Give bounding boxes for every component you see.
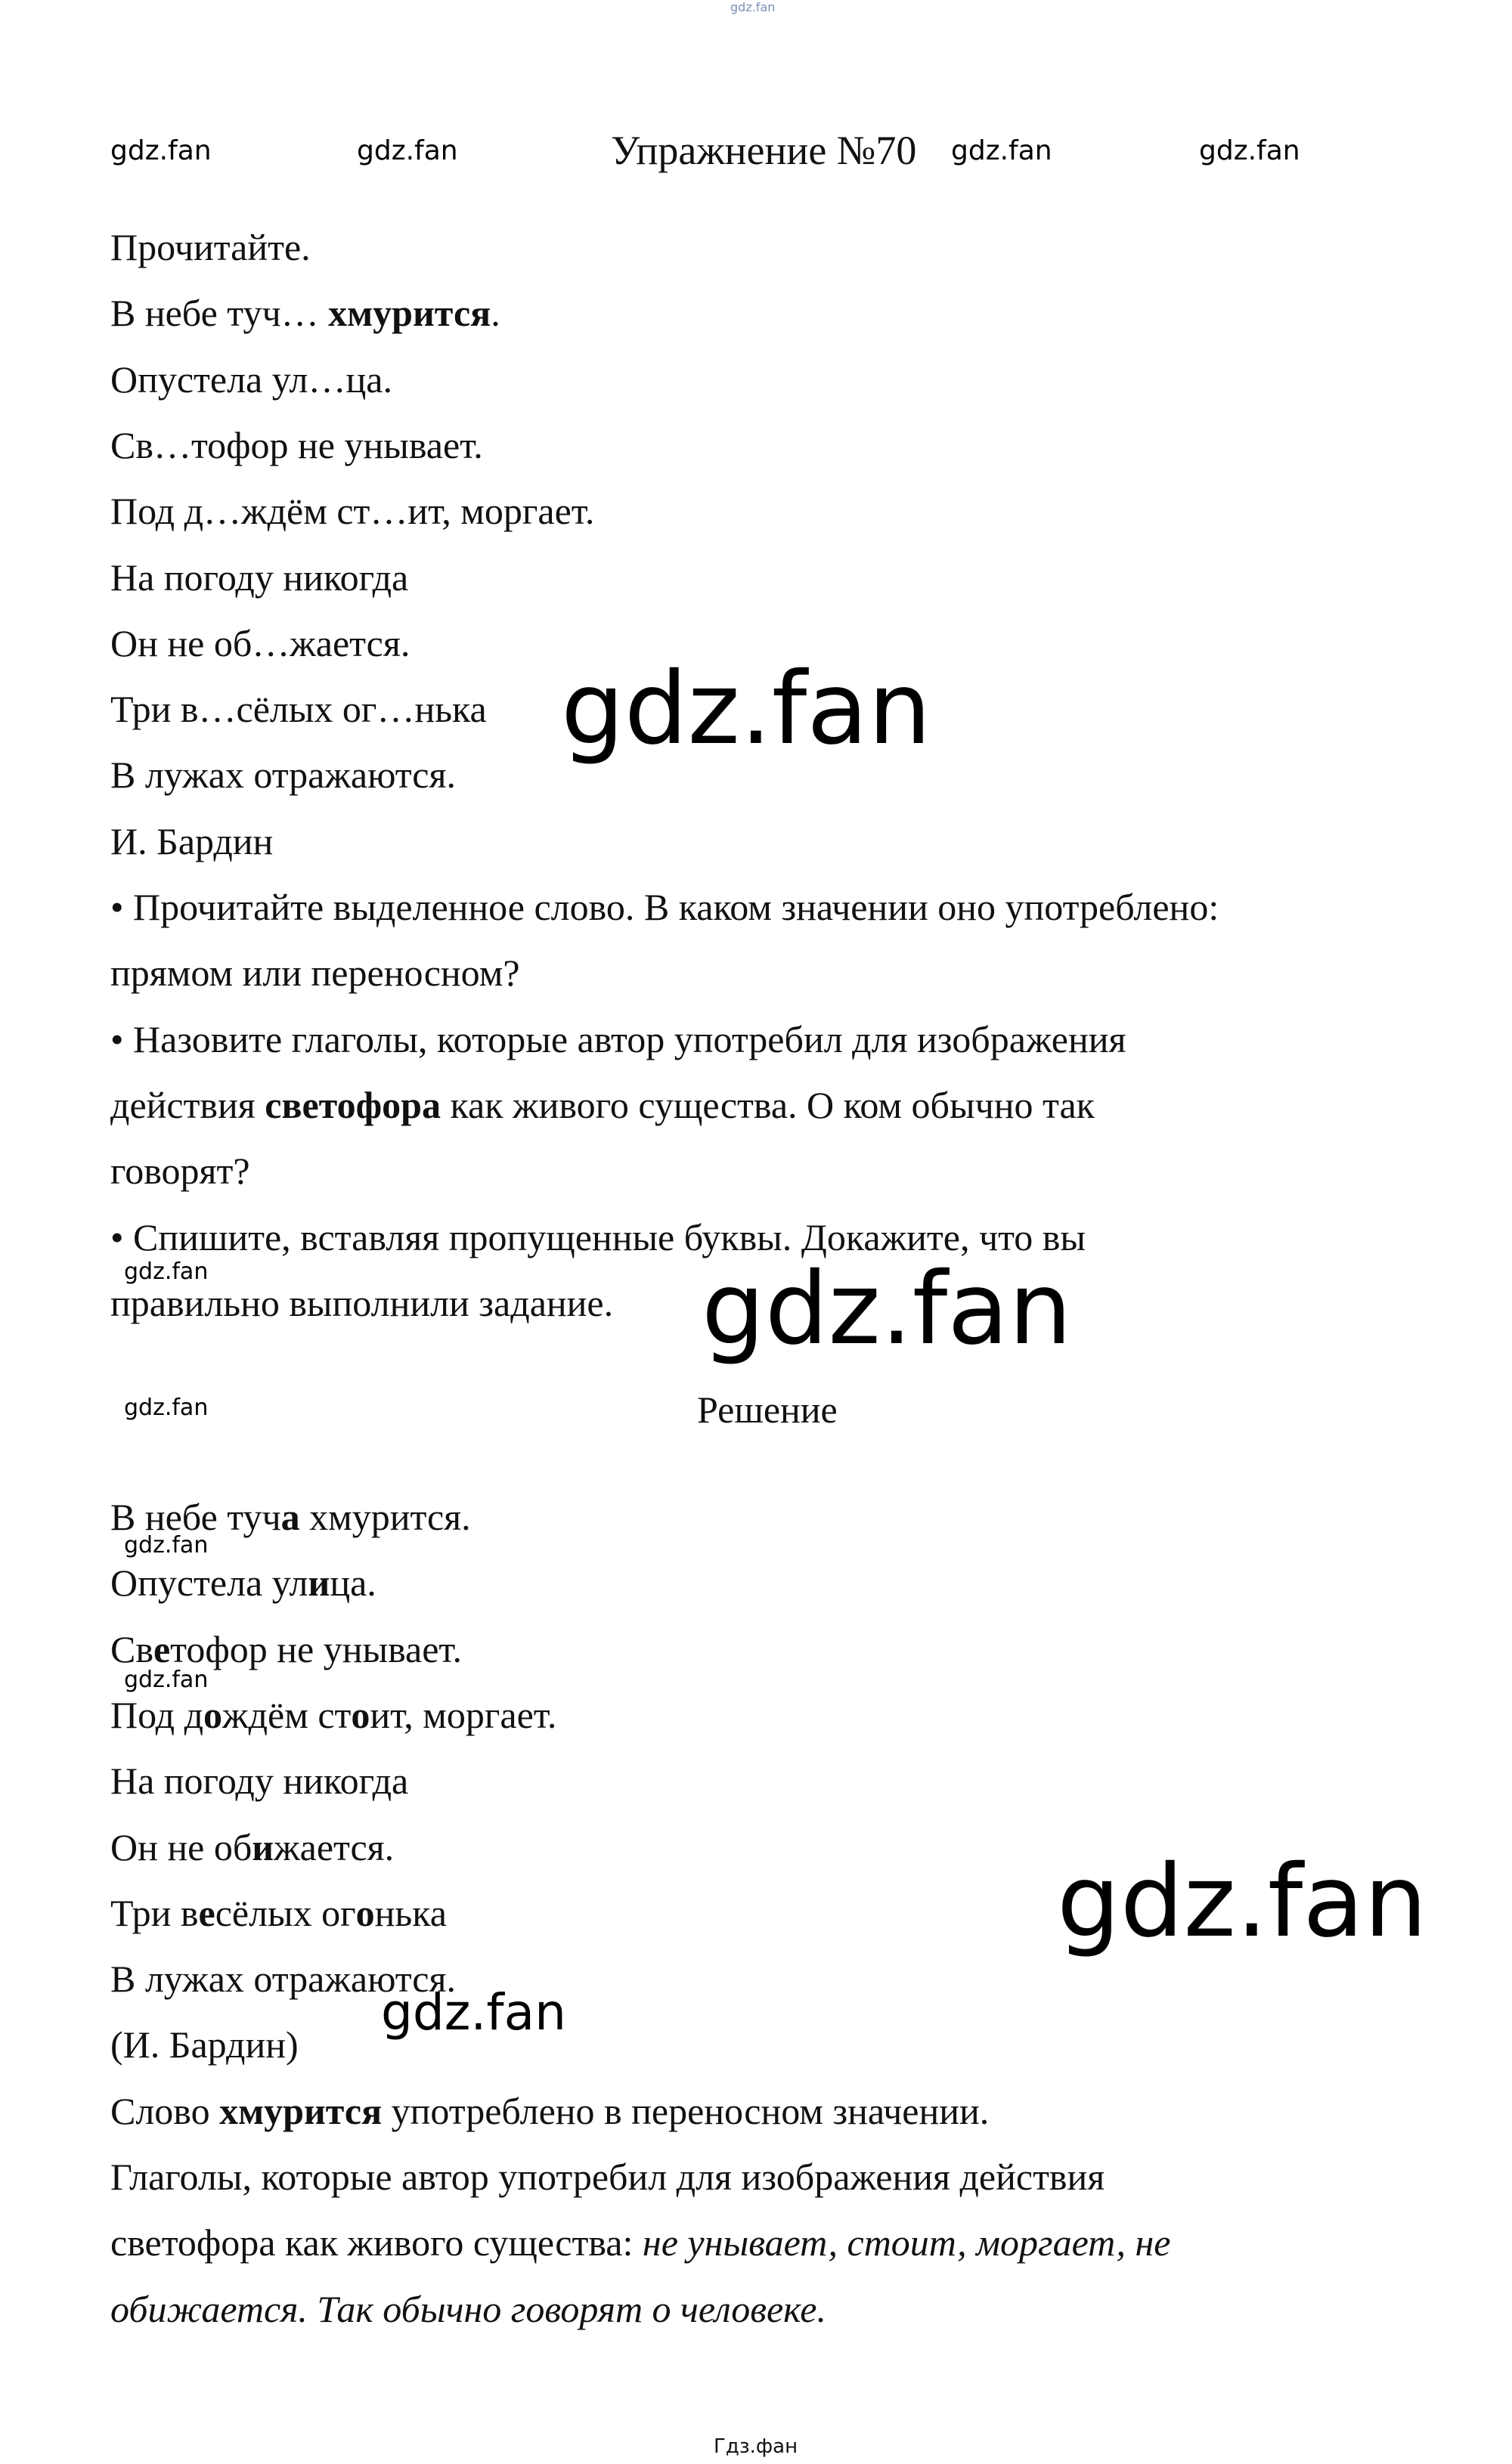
- solution-line: [110, 2089, 990, 2132]
- text-fragment: И. Бардин: [110, 819, 274, 862]
- text-fragment: • Прочитайте выделенное слово. В каком значении оно употреблено:: [110, 886, 1219, 928]
- text-fragment: Св: [110, 1627, 153, 1670]
- text-fragment: Прочитайте.: [110, 226, 311, 268]
- watermark-large-2: gdz.fan: [702, 1251, 1072, 1367]
- text-fragment: светофора как живого существа:: [110, 2221, 643, 2264]
- text-fragment: В лужах отражаются.: [110, 1958, 456, 2001]
- text-fragment: Три в…сёлых ог…нька: [110, 688, 487, 731]
- text-fragment: сёлых ог: [215, 1891, 356, 1934]
- bold-text: о: [203, 1693, 223, 1736]
- solution-title: Решение: [697, 1388, 838, 1431]
- solution-line: [110, 1693, 557, 1736]
- italic-text: обижается. Так обычно говорят о человеке.: [110, 2287, 826, 2330]
- solution-line: [110, 2158, 1105, 2196]
- text-fragment: В небе туч: [110, 1496, 281, 1538]
- text-fragment: прямом или переносном?: [110, 952, 520, 995]
- text-fragment: .: [491, 292, 500, 335]
- watermark-small-sol-2: gdz.fan: [124, 1667, 209, 1693]
- bold-text: и: [252, 1825, 274, 1868]
- text-fragment: Он не об: [110, 1825, 253, 1868]
- exercise-line: [110, 556, 409, 599]
- solution-line: [110, 1562, 376, 1605]
- text-fragment: хмурится.: [299, 1496, 471, 1538]
- text-fragment: Св…тофор не унывает.: [110, 423, 483, 466]
- solution-line: [110, 1498, 471, 1536]
- bold-text: о: [355, 1891, 375, 1934]
- text-fragment: действия: [110, 1083, 265, 1126]
- watermark-top-tiny: gdz.fan: [730, 0, 776, 14]
- bold-text: светофора: [265, 1083, 441, 1126]
- exercise-line: [110, 490, 595, 533]
- text-fragment: тофор не унывает.: [170, 1627, 462, 1670]
- exercise-line: [110, 1150, 250, 1193]
- text-fragment: ит, моргает.: [370, 1693, 557, 1736]
- text-fragment: В небе туч…: [110, 292, 329, 335]
- text-fragment: правильно выполнили задание.: [110, 1281, 614, 1324]
- solution-line: [110, 2023, 299, 2066]
- text-fragment: • Назовите глаголы, которые автор употребил для изображения: [110, 1017, 1126, 1060]
- bold-text: и: [308, 1562, 330, 1605]
- text-fragment: Под д…ждём ст…ит, моргает.: [110, 490, 595, 533]
- solution-line: [110, 2287, 826, 2330]
- exercise-line: [110, 688, 487, 731]
- exercise-line: [110, 1083, 1095, 1126]
- text-fragment: ца.: [330, 1562, 376, 1605]
- exercise-title: Упражнение №70: [611, 128, 917, 173]
- text-fragment: На погоду никогда: [110, 1760, 409, 1803]
- text-fragment: Опустела ул…ца.: [110, 358, 392, 401]
- solution-line: [110, 1891, 447, 1934]
- text-fragment: • Спишите, вставляя пропущенные буквы. Докажите, что вы: [110, 1215, 1086, 1258]
- exercise-line: [110, 888, 1219, 926]
- watermark-header-1: gdz.fan: [110, 135, 212, 166]
- watermark-header-3: gdz.fan: [951, 135, 1052, 166]
- exercise-line: [110, 358, 392, 401]
- watermark-header-4: gdz.fan: [1199, 135, 1300, 166]
- text-fragment: Под д: [110, 1693, 204, 1736]
- text-fragment: Опустела ул: [110, 1562, 308, 1605]
- bold-text: о: [351, 1693, 370, 1736]
- bold-text: хмурится: [219, 2089, 383, 2132]
- exercise-line: [110, 1017, 1126, 1060]
- text-fragment: говорят?: [110, 1150, 250, 1193]
- exercise-line: [110, 228, 311, 266]
- exercise-line: [110, 292, 500, 335]
- text-fragment: Три в: [110, 1891, 199, 1934]
- watermark-large-3: gdz.fan: [1057, 1843, 1427, 1960]
- watermark-solution-left: gdz.fan: [124, 1395, 209, 1421]
- text-fragment: Слово: [110, 2089, 220, 2132]
- text-fragment: На погоду никогда: [110, 556, 409, 599]
- exercise-line: [110, 1215, 1086, 1258]
- solution-line: [110, 1627, 462, 1670]
- footer-watermark: Гдз.фан: [714, 2435, 798, 2458]
- text-fragment: употреблено в переносном значении.: [382, 2089, 990, 2132]
- text-fragment: как живого существа. О ком обычно так: [441, 1083, 1095, 1126]
- exercise-line: [110, 952, 520, 995]
- exercise-line: [110, 1281, 614, 1324]
- text-fragment: Глаголы, которые автор употребил для изображения действия: [110, 2156, 1105, 2198]
- text-fragment: ждём ст: [222, 1693, 352, 1736]
- solution-line: [110, 1760, 409, 1803]
- bold-text: е: [153, 1627, 171, 1670]
- text-fragment: (И. Бардин): [110, 2023, 299, 2066]
- text-fragment: жается.: [274, 1825, 395, 1868]
- exercise-line: [110, 621, 411, 664]
- bold-text: а: [280, 1496, 300, 1538]
- watermark-small-sol-1: gdz.fan: [124, 1532, 209, 1559]
- italic-text: не унывает, стоит, моргает, не: [642, 2221, 1171, 2264]
- watermark-header-2: gdz.fan: [357, 135, 458, 166]
- watermark-large-1: gdz.fan: [561, 651, 931, 767]
- text-fragment: Он не об…жается.: [110, 621, 411, 664]
- solution-line: [110, 2221, 1171, 2264]
- text-fragment: В лужах отражаются.: [110, 754, 456, 797]
- watermark-medium: gdz.fan: [381, 1983, 566, 2041]
- exercise-line: [110, 754, 456, 797]
- bold-text: е: [198, 1891, 215, 1934]
- solution-line: [110, 1825, 395, 1868]
- watermark-small-mid: gdz.fan: [124, 1258, 209, 1285]
- exercise-line: [110, 423, 483, 466]
- text-fragment: нька: [374, 1891, 447, 1934]
- bold-text: хмурится: [328, 292, 491, 335]
- exercise-line: [110, 819, 274, 862]
